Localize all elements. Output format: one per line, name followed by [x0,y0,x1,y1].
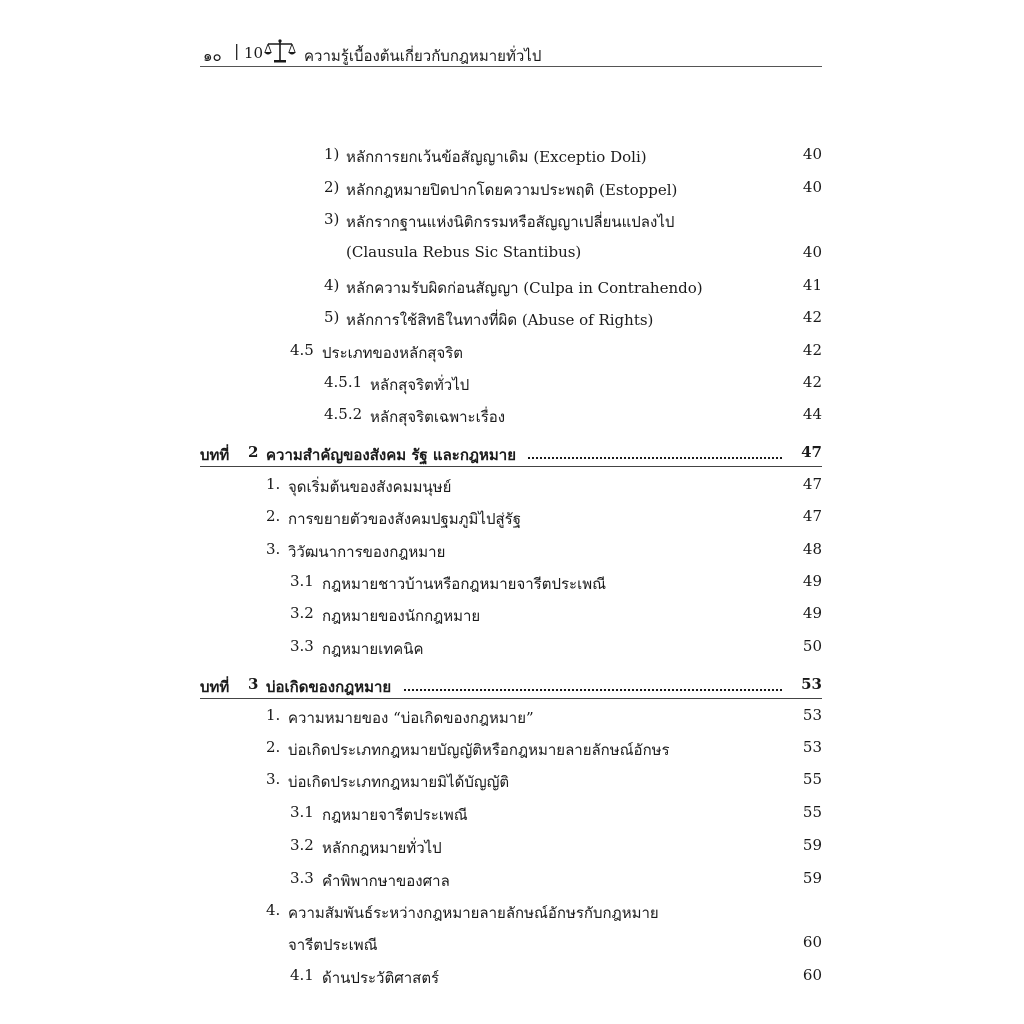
entry-number: 1. [266,475,281,493]
entry-number: 4.5 [290,341,314,359]
entry-title: หลักการยกเว้นข้อสัญญาเดิม (Exceptio Doli) [346,148,647,166]
chapter-divider [200,698,822,699]
entry-page: 49 [802,572,822,590]
entry-title: หลักสุจริตเฉพาะเรื่อง [370,408,506,426]
entry-page: 55 [802,770,822,788]
entry-page: 50 [802,637,822,655]
header-separator: | [234,41,240,60]
entry-page: 59 [802,836,822,854]
entry-page: 47 [802,475,822,493]
entry-title: หลักความรับผิดก่อนสัญญา (Culpa in Contrahendo) [346,279,703,297]
entry-number: 3. [266,770,281,788]
entry-title: หลักการใช้สิทธิในทางที่ผิด (Abuse of Rights) [346,311,654,329]
chapter-number: 2 [248,443,259,461]
header-title: ความรู้เบื้องต้นเกี่ยวกับกฎหมายทั่วไป [304,47,542,65]
entry-title: หลักสุจริตทั่วไป [370,376,470,394]
entry-page: 44 [802,405,822,423]
scales-of-justice-icon [264,38,296,64]
running-header [200,38,822,68]
entry-title: ด้านประวัติศาสตร์ [322,969,440,987]
entry-page: 42 [802,308,822,326]
entry-page: 60 [802,966,822,984]
entry-number: 3.3 [290,637,314,655]
entry-number: 4.1 [290,966,314,984]
entry-title: วิวัฒนาการของกฎหมาย [288,543,446,561]
entry-number: 2) [324,178,340,196]
entry-title: จารีตประเพณี [288,936,378,954]
entry-number: 5) [324,308,340,326]
entry-page: 47 [802,507,822,525]
dot-leader [404,689,782,691]
entry-page: 42 [802,341,822,359]
chapter-label: บทที่ [200,446,230,464]
entry-page: 40 [802,243,822,261]
dot-leader [528,457,782,459]
entry-number: 4.5.1 [324,373,363,391]
entry-number: 3.3 [290,869,314,887]
entry-number: 3.1 [290,803,314,821]
entry-page: 48 [802,540,822,558]
page-number-thai: ๑๐ [203,47,222,65]
chapter-title: บ่อเกิดของกฎหมาย [266,678,392,696]
entry-page: 53 [802,706,822,724]
entry-title: ประเภทของหลักสุจริต [322,344,464,362]
entry-title: บ่อเกิดประเภทกฎหมายบัญญัติหรือกฎหมายลายลักษณ์อักษร [288,741,670,759]
page-number: 10 [244,44,264,62]
entry-number: 4) [324,276,340,294]
entry-page: 59 [802,869,822,887]
entry-title: บ่อเกิดประเภทกฎหมายมิได้บัญญัติ [288,773,510,791]
chapter-number: 3 [248,675,259,693]
entry-number: 1. [266,706,281,724]
entry-title: หลักกฎหมายทั่วไป [322,839,442,857]
entry-page: 42 [802,373,822,391]
entry-title: หลักรากฐานแห่งนิติกรรมหรือสัญญาเปลี่ยนแปลงไป [346,213,675,231]
chapter-page: 47 [801,443,822,461]
header-rule [200,66,822,67]
entry-title: (Clausula Rebus Sic Stantibus) [346,243,582,261]
entry-number: 1) [324,145,340,163]
entry-page: 40 [802,145,822,163]
entry-number: 3.2 [290,604,314,622]
entry-number: 2. [266,738,281,756]
entry-title: ความหมายของ “บ่อเกิดของกฎหมาย” [288,709,534,727]
entry-page: 53 [802,738,822,756]
entry-number: 2. [266,507,281,525]
entry-title: กฎหมายจารีตประเพณี [322,806,468,824]
chapter-title: ความสำคัญของสังคม รัฐ และกฎหมาย [266,446,516,464]
entry-page: 55 [802,803,822,821]
chapter-page: 53 [801,675,822,693]
entry-page: 60 [802,933,822,951]
entry-title: ความสัมพันธ์ระหว่างกฎหมายลายลักษณ์อักษรกับกฎหมาย [288,904,659,922]
entry-title: จุดเริ่มต้นของสังคมมนุษย์ [288,478,452,496]
entry-title: หลักกฎหมายปิดปากโดยความประพฤติ (Estoppel) [346,181,678,199]
entry-title: คำพิพากษาของศาล [322,872,450,890]
entry-page: 49 [802,604,822,622]
entry-number: 4. [266,901,281,919]
entry-title: กฎหมายชาวบ้านหรือกฎหมายจารีตประเพณี [322,575,607,593]
entry-number: 3. [266,540,281,558]
entry-page: 40 [802,178,822,196]
entry-title: กฎหมายของนักกฎหมาย [322,607,481,625]
entry-number: 3.2 [290,836,314,854]
entry-title: การขยายตัวของสังคมปฐมภูมิไปสู่รัฐ [288,510,521,528]
entry-number: 3.1 [290,572,314,590]
chapter-divider [200,466,822,467]
chapter-label: บทที่ [200,678,230,696]
entry-title: กฎหมายเทคนิค [322,640,424,658]
entry-page: 41 [802,276,822,294]
entry-number: 3) [324,210,340,228]
entry-number: 4.5.2 [324,405,363,423]
